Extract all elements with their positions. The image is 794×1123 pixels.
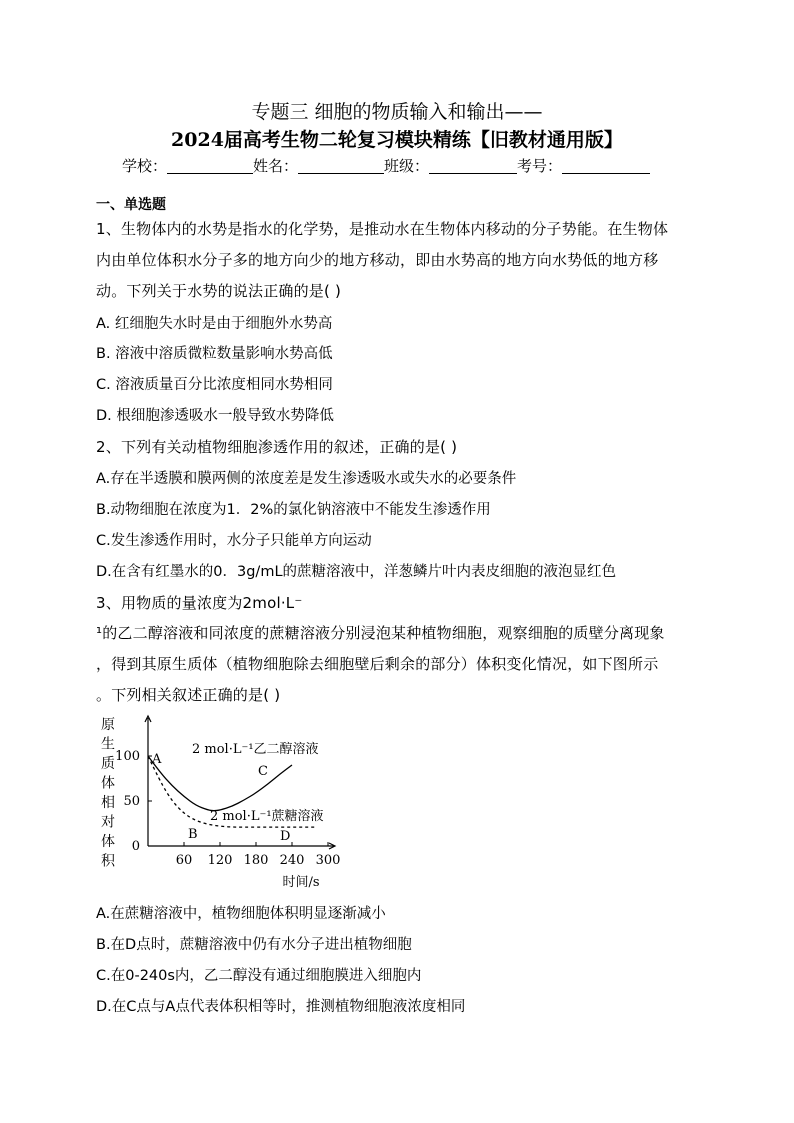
q1-stem-line1: 1、生物体内的水势是指水的化学势，是推动水在生物体内移动的分子势能。在生物体 [96,220,669,238]
school-label: 学校： [122,157,168,175]
q3-option-d: D.在C点与A点代表体积相等时，推测植物细胞液浓度相同 [96,999,466,1015]
chart-svg [92,712,342,892]
document-title-line2: 2024届高考生物二轮复习模块精练【旧教材通用版】 [171,129,623,151]
y-axis-label-char: 生 [101,736,115,753]
name-blank[interactable] [298,159,384,174]
y-axis-label-char: 原 [101,717,115,733]
q3-stem-line3: ，得到其原生质体（植物细胞除去细胞壁后剩余的部分）体积变化情况，如下图所示 [96,655,659,673]
q1-option-b: B. 溶液中溶质微粒数量影响水势高低 [96,346,333,362]
q2-option-a: A.存在半透膜和膜两侧的浓度差是发生渗透吸水或失水的必要条件 [96,471,517,487]
exam-no-label: 考号： [517,157,563,175]
name-label: 姓名： [253,157,299,175]
x-tick-label: 60 [175,853,193,868]
y-axis-label-char: 相 [101,795,115,811]
series-label-sucrose: 2 mol·L⁻¹蔗糖溶液 [210,809,324,824]
x-tick-label: 240 [279,853,305,868]
q3-option-b: B.在D点时，蔗糖溶液中仍有水分子进出植物细胞 [96,937,412,953]
y-axis-label-char: 体 [101,775,115,792]
class-blank[interactable] [429,159,517,174]
q1-option-c: C. 溶液质量百分比浓度相同水势相同 [96,377,333,393]
series-label-ethylene-glycol: 2 mol·L⁻¹乙二醇溶液 [192,742,319,757]
point-label-d: D [280,829,291,844]
series-ethylene-glycol-line [148,756,292,811]
student-info-line [122,155,650,176]
q2-option-c: C.发生渗透作用时，水分子只能单方向运动 [96,533,372,549]
x-tick-label: 180 [243,853,269,868]
y-axis-label-char: 体 [101,834,115,850]
y-axis-label [101,717,116,870]
point-label-a: A [152,752,162,767]
x-tick-label: 120 [207,853,233,868]
axis-ticks [115,716,340,868]
section-title: 一、单选题 [96,197,166,213]
q1-stem-line2: 内由单位体积水分子多的地方向少的地方移动，即由水势高的地方向水势低的地方移 [96,251,659,269]
point-label-c: C [258,764,268,779]
y-tick-label: 100 [115,749,140,764]
q3-stem-line4: 。下列相关叙述正确的是( ) [96,686,281,704]
class-label: 班级： [384,157,430,175]
q1-option-a: A. 红细胞失水时是由于细胞外水势高 [96,316,333,332]
volume-chart [92,712,342,892]
y-tick-label: 0 [131,839,140,854]
y-axis-label-char: 对 [101,814,115,831]
document-title-line1: 专题三 细胞的物质输入和输出—— [251,101,543,123]
q2-option-b: B.动物细胞在浓度为1．2%的氯化钠溶液中不能发生渗透作用 [96,502,491,518]
q1-option-d: D. 根细胞渗透吸水一般导致水势降低 [96,408,334,424]
q2-stem: 2、下列有关动植物细胞渗透作用的叙述，正确的是( ) [96,438,458,456]
q3-stem-line1: 3、用物质的量浓度为2mol·L⁻ [96,594,303,612]
x-tick-label: 300 [315,853,341,868]
point-label-b: B [188,827,198,842]
x-axis-label: 时间/s [282,875,320,890]
q1-stem-line3: 动。下列关于水势的说法正确的是( ) [96,282,342,300]
q2-option-d: D.在含有红墨水的0．3g/mL的蔗糖溶液中，洋葱鳞片叶内表皮细胞的液泡显红色 [96,564,617,580]
chart-annotations [151,741,324,844]
exam-no-blank[interactable] [562,159,650,174]
q3-option-a: A.在蔗糖溶液中，植物细胞体积明显逐渐减小 [96,906,386,922]
y-axis-label-char: 积 [101,853,115,870]
school-blank[interactable] [167,159,253,174]
y-axis-label-char: 质 [101,756,115,772]
y-tick-label: 50 [123,794,140,809]
q3-stem-line2: ¹的乙二醇溶液和同浓度的蔗糖溶液分别浸泡某种植物细胞，观察细胞的质壁分离现象 [96,624,665,642]
q3-option-c: C.在0-240s内，乙二醇没有通过细胞膜进入细胞内 [96,968,422,984]
